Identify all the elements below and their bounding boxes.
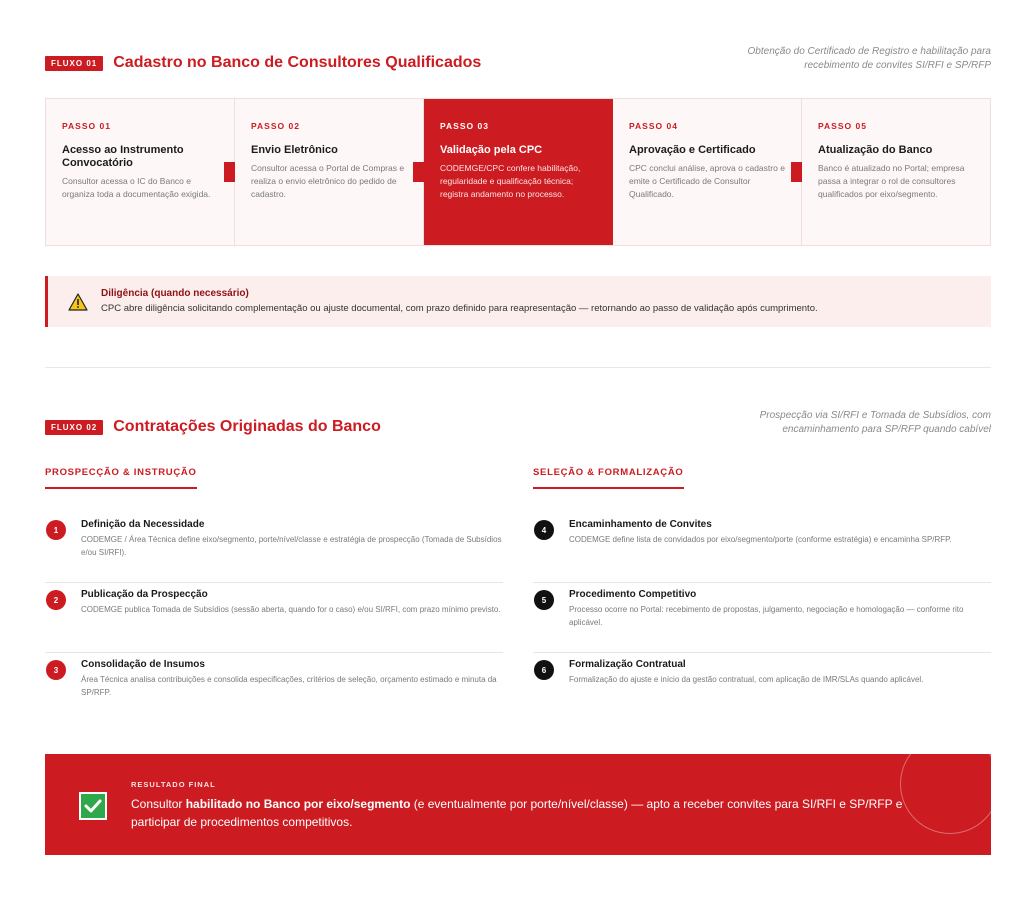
step-title: Envio Eletrônico — [251, 144, 338, 156]
list-item — [533, 653, 991, 723]
flow1-steps — [45, 98, 991, 246]
checkmark-icon — [79, 792, 107, 820]
list-item — [45, 653, 503, 723]
step-number-badge: 4 — [534, 520, 554, 540]
step-number-badge: 5 — [534, 590, 554, 610]
step-5 — [802, 99, 990, 245]
list-item — [45, 583, 503, 653]
flow2-badge: FLUXO 02 — [45, 420, 103, 435]
list-item — [533, 583, 991, 653]
flow2-header — [45, 409, 991, 437]
step-2 — [235, 99, 424, 245]
item-description: CODEMGE publica Tomada de Subsídios (sessão aberta, quando for o caso) e/ou SI/RFI, com prazo mínimo previsto. — [81, 605, 501, 614]
step-1 — [46, 99, 235, 245]
step-number: PASSO 05 — [818, 121, 867, 131]
item-title: Publicação da Prospecção — [81, 589, 208, 600]
section-divider — [45, 367, 991, 368]
final-result-text: Consultor habilitado no Banco por eixo/segmento (e eventualmente por porte/nível/classe) — apto a receber convites para SI/RFI e SP/RFP e participar de procedimentos competitivos. — [131, 797, 903, 829]
step-description: Consultor acessa o IC do Banco e organiza toda a documentação exigida. — [62, 176, 211, 199]
step-description: CPC conclui análise, aprova o cadastro e emite o Certificado de Consultor Qualificado. — [629, 163, 785, 199]
flow2-title: Contratações Originadas do Banco — [113, 418, 381, 435]
step-number: PASSO 04 — [629, 121, 678, 131]
step-connector-marker — [224, 162, 235, 182]
step-number-badge: 3 — [46, 660, 66, 680]
column-title: PROSPECÇÃO & INSTRUÇÃO — [45, 467, 197, 489]
item-description: Área Técnica analisa contribuições e consolida especificações, critérios de seleção, orçamento estimado e minuta da SP/RFP. — [81, 675, 497, 697]
item-title: Encaminhamento de Convites — [569, 519, 712, 530]
step-description: CODEMGE/CPC confere habilitação, regularidade e qualificação técnica; registra andamento no processo. — [440, 163, 581, 199]
item-title: Procedimento Competitivo — [569, 589, 697, 600]
step-number: PASSO 03 — [440, 121, 489, 131]
step-4 — [613, 99, 802, 245]
step-connector-marker — [413, 162, 424, 182]
item-description: CODEMGE / Área Técnica define eixo/segmento, porte/nível/classe e estratégia de prospecção (Tomada de Subsídios e/ou SI/RFI). — [81, 535, 502, 557]
step-number: PASSO 01 — [62, 121, 111, 131]
item-title: Formalização Contratual — [569, 659, 686, 670]
flow1-badge: FLUXO 01 — [45, 56, 103, 71]
item-description: CODEMGE define lista de convidados por eixo/segmento/porte (conforme estratégia) e encaminha SP/RFP. — [569, 535, 952, 544]
diligence-description: CPC abre diligência solicitando complementação ou ajuste documental, com prazo definido para reapresentação — retornando ao passo de validação após cumprimento. — [101, 303, 818, 314]
step-title: Validação pela CPC — [440, 144, 543, 156]
flow1-title: Cadastro no Banco de Consultores Qualificados — [113, 54, 482, 71]
step-number: PASSO 02 — [251, 121, 300, 131]
step-number-badge: 6 — [534, 660, 554, 680]
step-connector-marker — [791, 162, 802, 182]
list-item — [45, 513, 503, 583]
list-item — [533, 513, 991, 583]
item-title: Consolidação de Insumos — [81, 659, 205, 670]
selection-column — [533, 462, 991, 723]
item-description: Processo ocorre no Portal: recebimento de propostas, julgamento, negociação e homologação — conforme rito aplicável. — [569, 605, 964, 627]
column-title: SELEÇÃO & FORMALIZAÇÃO — [533, 467, 684, 489]
final-result-label: RESULTADO FINAL — [131, 780, 216, 789]
diligence-callout — [45, 276, 991, 327]
flow1-header — [45, 45, 991, 73]
step-number-badge: 2 — [46, 590, 66, 610]
item-title: Definição da Necessidade — [81, 519, 205, 530]
step-3 — [424, 99, 613, 245]
step-title: Atualização do Banco — [818, 144, 933, 156]
step-description: Consultor acessa o Portal de Compras e realiza o envio eletrônico do pedido de cadastro. — [251, 163, 405, 199]
step-title: Aprovação e Certificado — [629, 144, 756, 156]
item-description: Formalização do ajuste e início da gestão contratual, com aplicação de IMR/SLAs quando aplicável. — [569, 675, 924, 684]
step-description: Banco é atualizado no Portal; empresa passa a integrar o rol de consultores qualificados por eixo/segmento. — [818, 163, 965, 199]
final-result-banner — [45, 754, 991, 855]
prospection-column — [45, 462, 503, 723]
diligence-title: Diligência (quando necessário) — [101, 288, 249, 299]
step-title: Acesso ao Instrumento Convocatório — [62, 144, 184, 169]
flow1-note: Obtenção do Certificado de Registro e habilitação para recebimento de convites SI/RFI e SP/RFP — [747, 46, 991, 71]
flow2-note: Prospecção via SI/RFI e Tomada de Subsídios, com encaminhamento para SP/RFP quando cabível — [759, 410, 991, 435]
warning-icon — [68, 293, 88, 311]
step-number-badge: 1 — [46, 520, 66, 540]
